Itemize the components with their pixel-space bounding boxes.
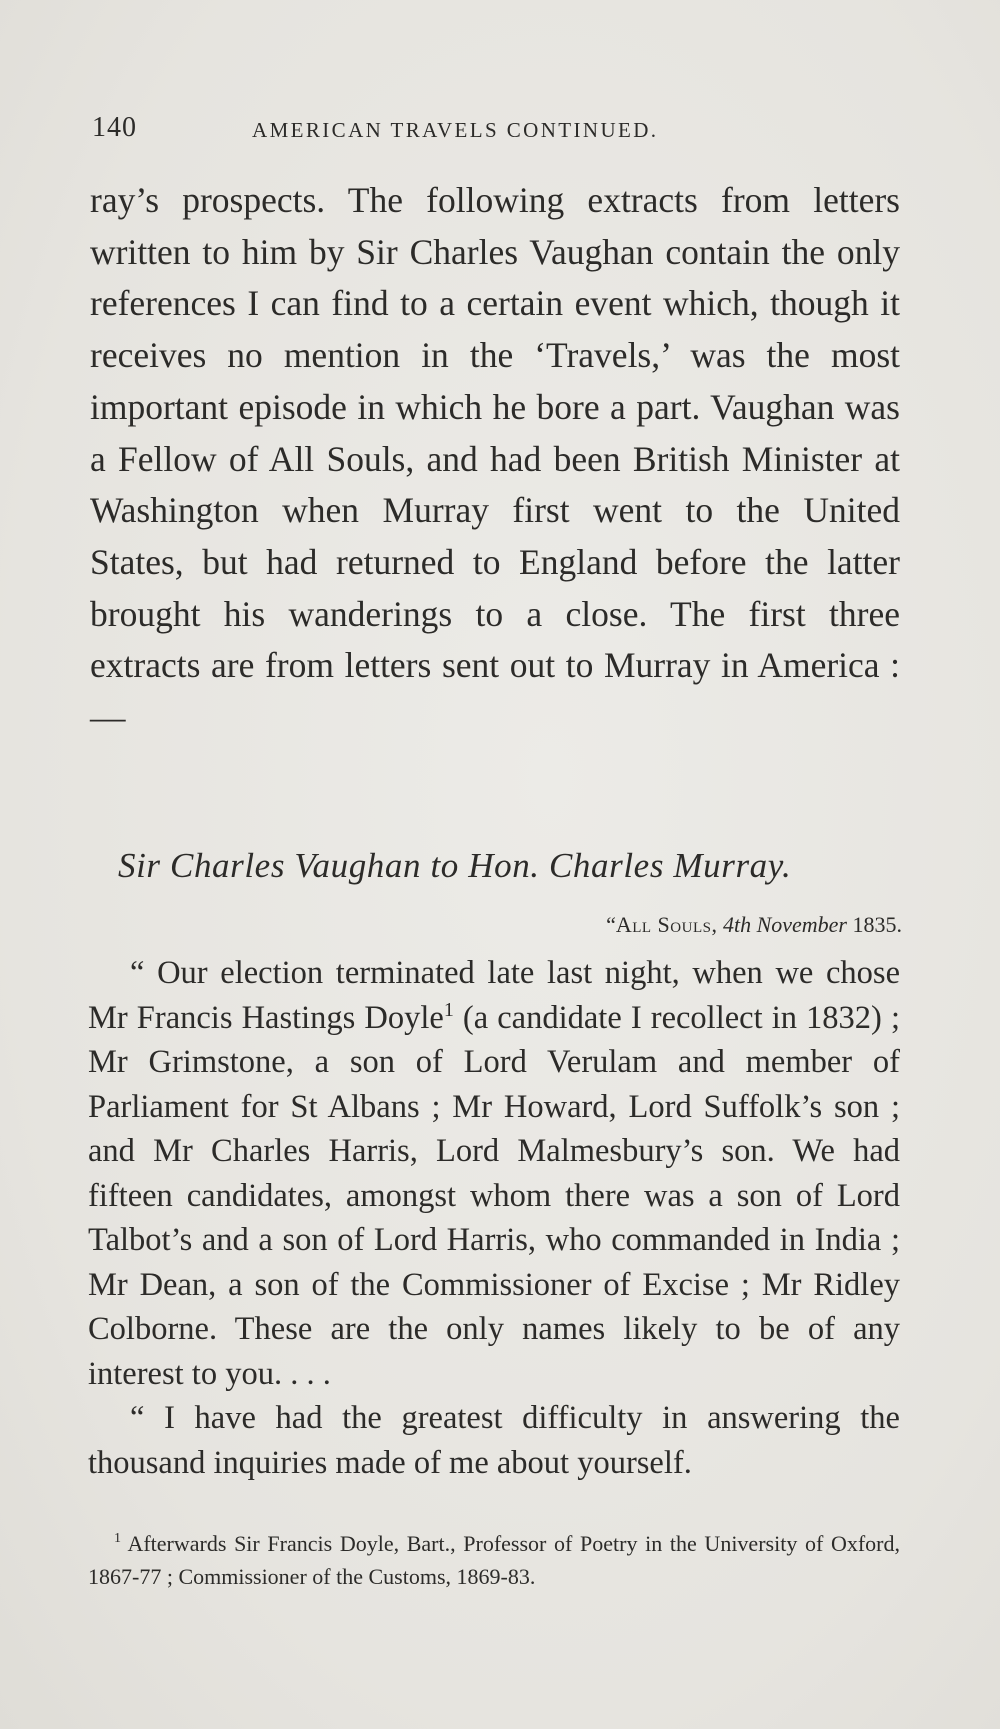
dateline-place: All Souls, [615, 912, 718, 937]
letter-text [88, 951, 900, 1485]
body-text [90, 175, 900, 744]
page-header [92, 112, 902, 144]
dateline-open-quote: “ [606, 912, 616, 937]
letter-dateline [606, 912, 902, 938]
letter-paragraph-1-start: “ Our election terminated late last night, when we chose Mr Francis Hastings Doyle [88, 955, 900, 1036]
footnote-paragraph [88, 1527, 900, 1593]
letter-paragraph-1-end: (a candidate I recollect in 1832) ; Mr Grimstone, a son of Lord Verulam and member of Parliament for St Albans ; Mr Howard, Lord Suffolk’s son ; and Mr Charles Harris, Lord Malmesbury’s son. We had fifteen candidates, amongst whom there was a son of Lord Talbot’s and a son of Lord Harris, who commanded in India ; Mr Dean, a son of the Commissioner of Excise ; Mr Ridley Colborne. These are the only names likely to be of any interest to you. . . . [88, 999, 900, 1392]
dateline-year: 1835. [852, 912, 902, 937]
dateline-date: 4th November [722, 912, 847, 937]
footnote-text: Afterwards Sir Francis Doyle, Bart., Professor of Poetry in the University of Oxford, 1867-77 ; Commissioner of the Customs, 1869-83. [88, 1531, 900, 1589]
page-number: 140 [92, 112, 137, 143]
footnote-reference: 1 [443, 998, 454, 1021]
footnote-marker: 1 [114, 1531, 121, 1546]
letter-title: Sir Charles Vaughan to Hon. Charles Murray. [118, 846, 792, 885]
running-head: AMERICAN TRAVELS CONTINUED. [252, 118, 659, 142]
body-paragraph: ray’s prospects. The following extracts from letters written to him by Sir Charles Vaughan contain the only references I can find to a certain event which, though it receives no mention in the ‘Travels,’ was the most important episode in which he bore a part. Vaughan was a Fellow of All Souls, and had been British Minister at Washington when Murray first went to the United States, but had returned to England before the latter brought his wanderings to a close. The first three extracts are from letters sent out to Murray in America :— [90, 180, 900, 738]
footnote [88, 1527, 900, 1593]
letter-paragraph-1 [88, 951, 900, 1396]
letter-paragraph-2: “ I have had the greatest difficulty in answering the thousand inquiries made of me about yourself. [88, 1400, 900, 1481]
